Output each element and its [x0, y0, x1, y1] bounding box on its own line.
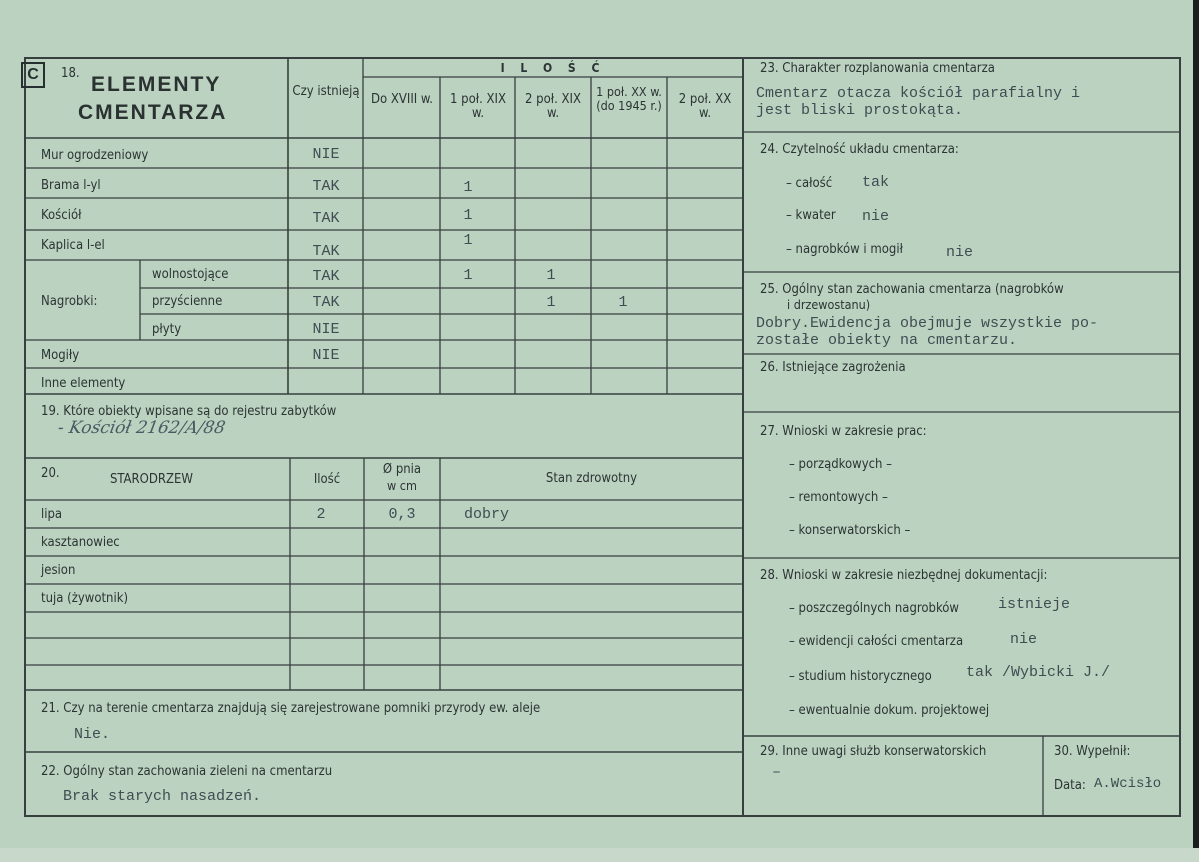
tree-row-thuja: tuja (żywotnik): [41, 591, 129, 606]
section-25-value-line2: zostałe obiekty na cmentarzu.: [756, 332, 1018, 349]
section-23-label: 23. Charakter rozplanowania cmentarza: [760, 61, 995, 76]
doc-register-value: nie: [1010, 631, 1038, 648]
section-letter: C: [27, 66, 39, 83]
tree-row-lime: lipa: [41, 507, 63, 522]
sub-qty-wall-mounted-p4: 1: [618, 294, 628, 311]
work-renovation: – remontowych –: [789, 490, 888, 505]
col-header-period-3: 2 poł. XIX w.: [525, 92, 581, 121]
tree-trunk-lime: 0,3: [388, 506, 416, 523]
row-label-other: Inne elementy: [41, 376, 126, 391]
doc-individual-value: istnieje: [998, 596, 1071, 613]
row-exists-gate: TAK: [312, 178, 340, 195]
col-header-exists: Czy istnieją: [292, 84, 360, 99]
col-header-period-2: 1 poł. XIX w.: [450, 92, 506, 121]
legibility-quarters-value: nie: [862, 208, 890, 225]
row-label-mounds: Mogiły: [41, 348, 80, 363]
sub-label-slabs: płyty: [152, 322, 182, 337]
row-label-chapel: Kaplica l-el: [41, 238, 105, 253]
section-25-label-line2: i drzewostanu): [787, 297, 871, 312]
section-23-value-line1: Cmentarz otacza kościół parafialny i: [756, 85, 1081, 102]
tree-qty-lime: 2: [316, 506, 326, 523]
col-header-trunk-2: w cm: [387, 478, 417, 493]
section-18-number: 18.: [61, 66, 80, 81]
row-label-church: Kościół: [41, 208, 82, 223]
section-22-value: Brak starych nasadzeń.: [63, 788, 262, 805]
section-21-value: Nie.: [74, 726, 111, 743]
section-19-handwritten-entry: - Kościół 2162/A/88: [56, 418, 227, 438]
col-header-tree-qty: Ilość: [313, 472, 341, 487]
tree-row-ash: jesion: [41, 563, 76, 578]
section-18-title-line1: ELEMENTY: [91, 73, 222, 96]
sub-exists-freestanding: TAK: [312, 268, 340, 285]
section-30-date-label: Data:: [1054, 778, 1086, 793]
section-23-value-line2: jest bliski prostokąta.: [756, 102, 964, 119]
legibility-quarters-label: – kwater: [786, 208, 836, 223]
section-21-label: 21. Czy na terenie cmentarza znajdują się zarejestrowane pomniki przyrody ew. aleje: [41, 701, 541, 716]
section-20-title: STARODRZEW: [110, 472, 193, 487]
sub-qty-freestanding-p3: 1: [546, 267, 556, 284]
legibility-graves-label: – nagrobków i mogił: [786, 242, 903, 257]
section-26-label: 26. Istniejące zagrożenia: [760, 360, 906, 375]
row-qty-chapel: 1: [463, 232, 473, 249]
col-header-period-1: Do XVIII w.: [370, 92, 434, 107]
row-qty-gate: 1: [463, 179, 473, 196]
doc-register-label: – ewidencji całości cmentarza: [789, 634, 964, 649]
tree-health-lime: dobry: [464, 506, 510, 523]
col-header-quantity: I L O Ś Ć: [500, 61, 606, 75]
row-label-tombstones: Nagrobki:: [41, 294, 98, 309]
sub-label-wall-mounted: przyścienne: [152, 294, 223, 309]
section-28-label: 28. Wnioski w zakresie niezbędnej dokumentacji:: [760, 568, 1048, 583]
legibility-whole-label: – całość: [786, 176, 833, 191]
section-25-value-line1: Dobry.Ewidencja obejmuje wszystkie po-: [756, 315, 1099, 332]
doc-history-label: – studium historycznego: [789, 669, 932, 684]
row-label-wall: Mur ogrodzeniowy: [41, 148, 149, 163]
col-header-health: Stan zdrowotny: [545, 471, 638, 486]
sub-exists-slabs: NIE: [312, 321, 340, 338]
section-25-label-line1: 25. Ogólny stan zachowania cmentarza (nagrobków: [760, 282, 1064, 297]
section-letter-box: [21, 62, 45, 88]
section-29-label: 29. Inne uwagi służb konserwatorskich: [760, 744, 987, 759]
sub-label-freestanding: wolnostojące: [152, 267, 229, 282]
section-19-label: 19. Które obiekty wpisane są do rejestru zabytków: [41, 404, 337, 419]
section-29-value: –: [772, 764, 782, 781]
legibility-whole-value: tak: [862, 174, 890, 191]
doc-history-value: tak /Wybicki J./: [966, 664, 1111, 681]
doc-individual-label: – poszczególnych nagrobków: [789, 601, 959, 616]
col-header-period-5: 2 poł. XX w.: [678, 92, 732, 121]
work-cleanup: – porządkowych –: [789, 457, 893, 472]
row-exists-mounds: NIE: [312, 347, 340, 364]
section-22-label: 22. Ogólny stan zachowania zieleni na cmentarzu: [41, 764, 333, 779]
col-header-period-4: 1 poł. XX w. (do 1945 r.): [596, 84, 662, 113]
section-18-title-line2: CMENTARZA: [78, 101, 228, 124]
work-conservation: – konserwatorskich –: [789, 523, 911, 538]
row-exists-wall: NIE: [312, 146, 340, 163]
sub-qty-wall-mounted-p3: 1: [546, 294, 556, 311]
row-exists-church: TAK: [312, 210, 340, 227]
col-header-trunk-1: Ø pnia: [382, 462, 422, 477]
legibility-graves-value: nie: [946, 244, 974, 261]
section-20-number: 20.: [41, 466, 60, 481]
row-label-gate: Brama l-yl: [41, 178, 101, 193]
sub-qty-freestanding-p2: 1: [463, 267, 473, 284]
section-30-value: A.Wcisło: [1094, 776, 1162, 792]
tree-row-chestnut: kasztanowiec: [41, 535, 120, 550]
section-27-label: 27. Wnioski w zakresie prac:: [760, 424, 927, 439]
section-24-label: 24. Czytelność układu cmentarza:: [760, 142, 959, 157]
doc-project-label: – ewentualnie dokum. projektowej: [789, 703, 990, 718]
row-qty-church: 1: [463, 207, 473, 224]
sub-exists-wall-mounted: TAK: [312, 294, 340, 311]
section-30-label: 30. Wypełnił:: [1054, 744, 1131, 759]
row-exists-chapel: TAK: [312, 243, 340, 260]
